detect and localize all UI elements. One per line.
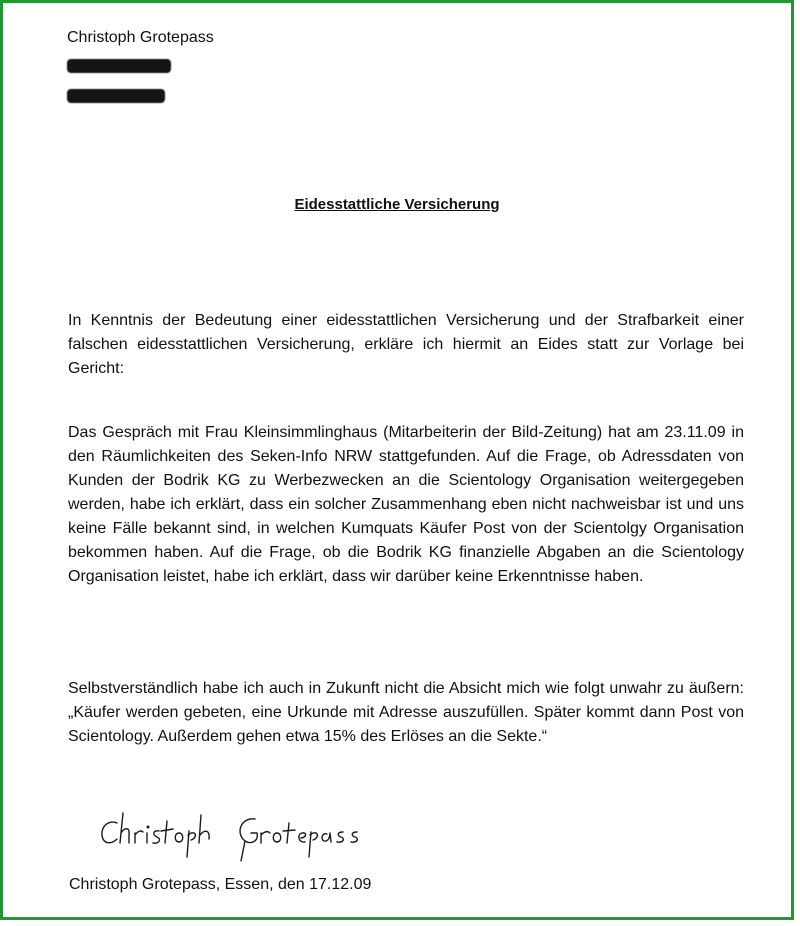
redacted-street-address [67, 59, 171, 73]
paragraph-statement: Das Gespräch mit Frau Kleinsimmlinghaus (Mitarbeiterin der Bild-Zeitung) hat am 23.11.09 in den Räumlichkeiten des Seken-Info NRW stattgefunden. Auf die Frage, ob Adressdaten von Kunden der Bodrik KG zu Werbezwecken an die Scientology Organisation weitergegeben werden, habe ich erklärt, dass ein solcher Zusammenhang eben nicht nachweisbar ist und uns keine Fälle bekannt sind, in welchen Kumquats Käufer Post von der Scientolgy Organisation bekommen haben. Auf die Frage, ob die Bodrik KG finanzielle Abgaben an die Scientology Organisation leistet, habe ich erklärt, dass wir darüber keine Erkenntnisse haben. [68, 424, 744, 585]
document-title: Eidesstattliche Versicherung [294, 196, 500, 213]
sender-name: Christoph Grotepass [67, 29, 214, 46]
paragraph-future-intent: Selbstverständlich habe ich auch in Zukunft nicht die Absicht mich wie folgt unwahr zu äußern: „Käufer werden gebeten, eine Urkunde mit Adresse auszufüllen. Später kommt dann Post von Scientology. Außerdem gehen etwa 15% des Erlöses an die Sekte.“ [68, 680, 744, 745]
redacted-postal-city [67, 89, 165, 103]
paragraph-declaration-intro: In Kenntnis der Bedeutung einer eidesstattlichen Versicherung und der Strafbarkeit einer falschen eidesstattlichen Versicherung, erkläre ich hiermit an Eides statt zur Vorlage bei Gericht: [68, 312, 744, 377]
signature-icon [95, 803, 365, 865]
closing-name-place-date: Christoph Grotepass, Essen, den 17.12.09 [69, 876, 372, 893]
handwritten-signature [95, 803, 365, 870]
